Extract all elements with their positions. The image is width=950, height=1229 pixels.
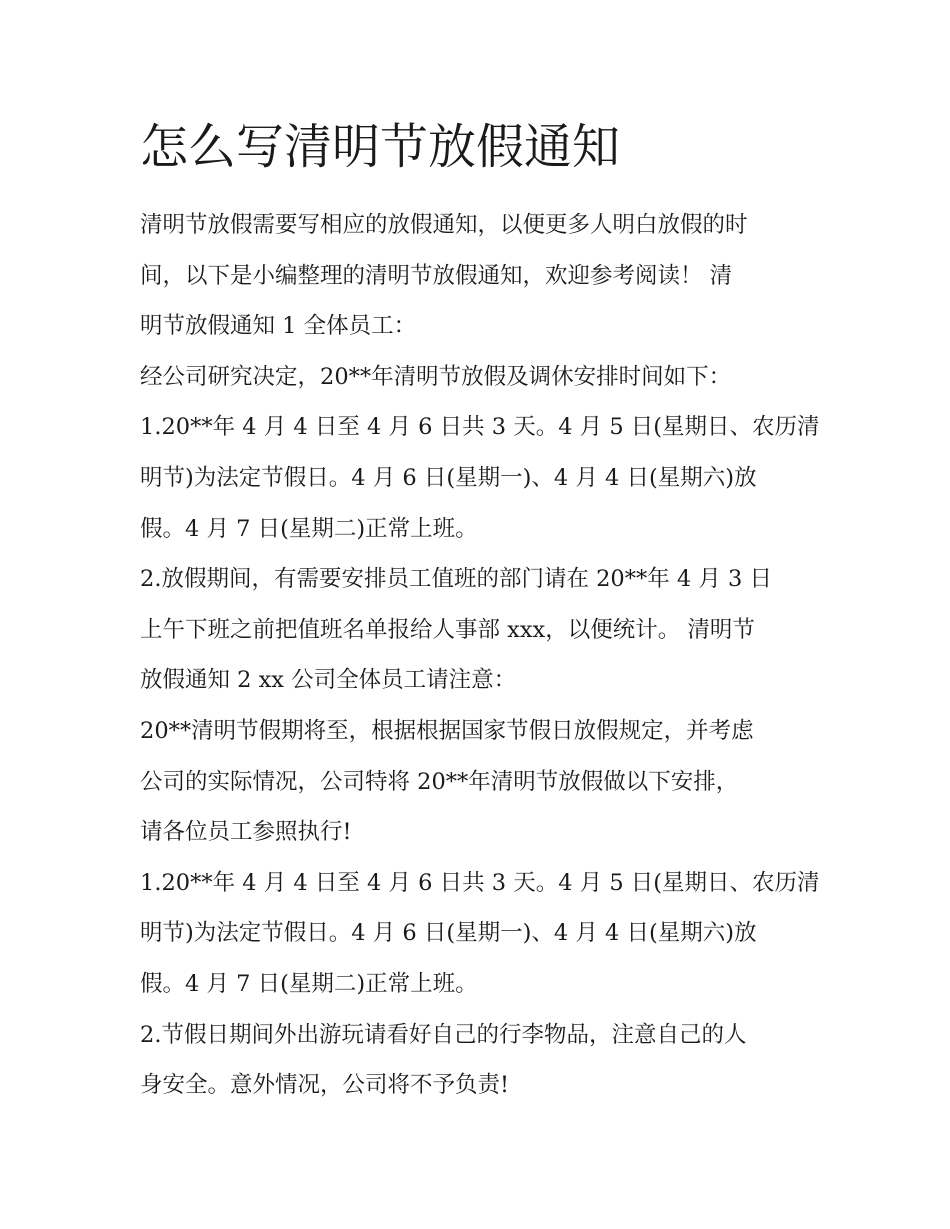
body-line: 清明节放假需要写相应的放假通知，以便更多人明白放假的时 (140, 212, 748, 238)
body-line: 身安全。意外情况，公司将不予负责! (140, 1072, 510, 1099)
body-line: 1.20**年 4 月 4 日至 4 月 6 日共 3 天。4 月 5 日(星期日、农历清 (140, 869, 820, 896)
body-line: 请各位员工参照执行! (140, 819, 352, 846)
document-body (140, 200, 820, 1111)
body-line: 假。4 月 7 日(星期二)正常上班。 (140, 515, 478, 542)
body-line: 明节)为法定节假日。4 月 6 日(星期一)、4 月 4 日(星期六)放 (140, 920, 757, 947)
body-line: 20**清明节假期将至，根据根据国家节假日放假规定，并考虑 (140, 717, 754, 744)
body-line: 1.20**年 4 月 4 日至 4 月 6 日共 3 天。4 月 5 日(星期日、农历清 (140, 414, 820, 441)
document-title: 怎么写清明节放假通知 (140, 119, 621, 175)
body-line: 2.放假期间，有需要安排员工值班的部门请在 20**年 4 月 3 日 (140, 566, 772, 593)
body-line: 2.节假日期间外出游玩请看好自己的行李物品，注意自己的人 (140, 1021, 747, 1048)
body-line: 间，以下是小编整理的清明节放假通知，欢迎参考阅读！ 清 (140, 262, 733, 289)
body-line: 明节)为法定节假日。4 月 6 日(星期一)、4 月 4 日(星期六)放 (140, 464, 757, 491)
body-line: 上午下班之前把值班名单报给人事部 xxx，以便统计。 清明节 (140, 616, 755, 643)
body-line: 放假通知 2 xx 公司全体员工请注意： (140, 667, 517, 694)
body-line: 明节放假通知 1 全体员工： (140, 313, 417, 340)
body-line: 公司的实际情况，公司特将 20**年清明节放假做以下安排， (140, 768, 739, 795)
body-line: 假。4 月 7 日(星期二)正常上班。 (140, 970, 478, 997)
body-line: 经公司研究决定，20**年清明节放假及调休安排时间如下： (140, 363, 732, 390)
